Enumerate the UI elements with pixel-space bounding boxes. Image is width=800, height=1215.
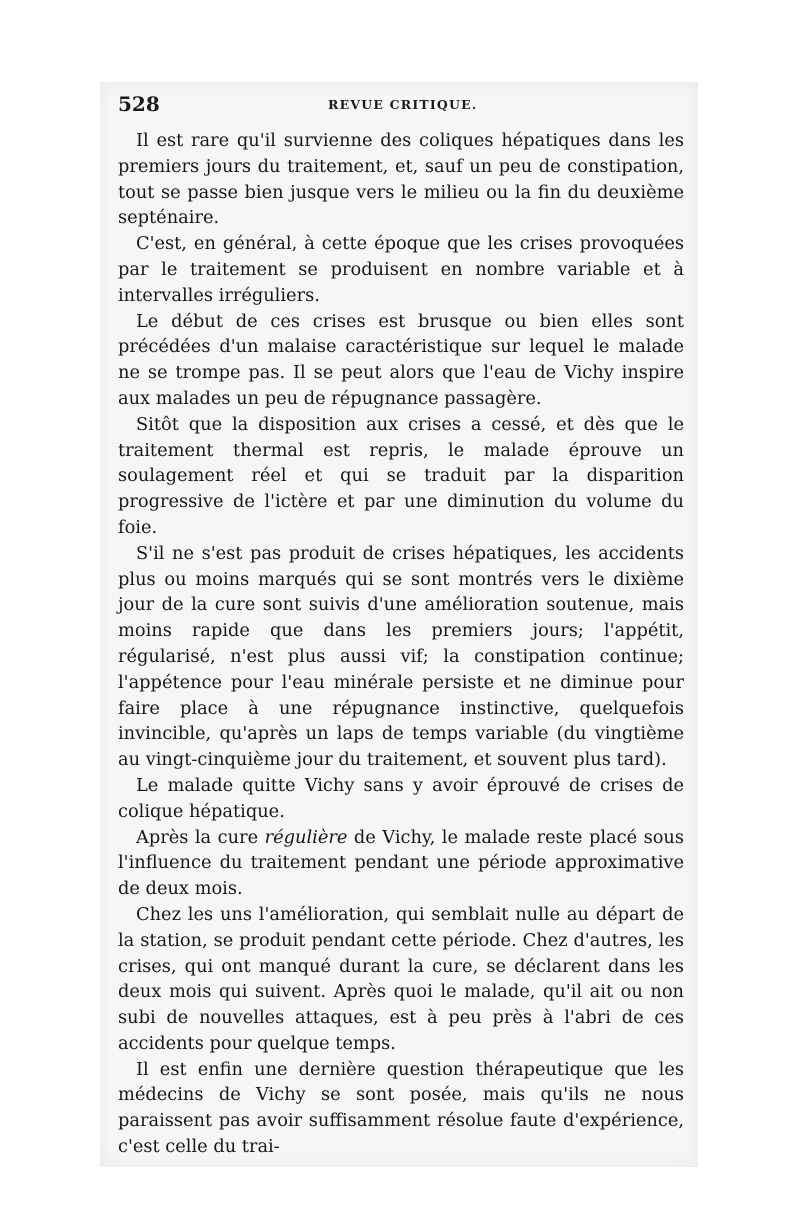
page-header (118, 92, 678, 118)
paragraph: C'est, en général, à cette époque que les crises provoquées par le traitement se produisent en nombre variable et à intervalles irréguliers. (118, 233, 684, 306)
paragraph (118, 825, 684, 902)
paragraph: Sitôt que la disposition aux crises a cessé, et dès que le traitement thermal est repris, le malade éprouve un soulagement réel et qui se traduit par la disparition progressive de l'ictère et par une diminution du volume du foie. (118, 413, 684, 538)
paragraph: Il est rare qu'il survienne des coliques hépatiques dans les premiers jours du traitement, et, sauf un peu de constipation, tout se passe bien jusque vers le milieu ou la fin du deuxième septénaire. (118, 130, 684, 229)
paragraph: Le début de ces crises est brusque ou bien elles sont précédées d'un malaise caractéristique sur lequel le malade ne se trompe pas. Il se peut alors que l'eau de Vichy inspire aux malades un peu de répugnance passagère. (118, 310, 684, 409)
body-text (118, 128, 684, 1160)
page-number: 528 (118, 92, 160, 116)
paragraph: Il est enfin une dernière question thérapeutique que les médecins de Vichy se sont posée, mais qu'ils ne nous paraissent pas avoir suffisamment résolue faute d'expérience, c'est celle du trai- (118, 1058, 684, 1158)
paragraph: Le malade quitte Vichy sans y avoir éprouvé de crises de colique hépatique. (118, 774, 684, 822)
paragraph-text: de Vichy, le malade reste placé sous l'influence du traitement pendant une période approximative de deux mois. (118, 826, 685, 900)
running-head: REVUE CRITIQUE. (328, 97, 478, 112)
paragraph-text: Après la cure (136, 826, 265, 848)
emphasized-word: régulière (264, 826, 348, 848)
paragraph: S'il ne s'est pas produit de crises hépatiques, les accidents plus ou moins marqués qui se sont montrés vers le dixième jour de la cure sont suivis d'une amélioration soutenue, mais moins rapide que dans les premiers jours; l'appétit, régularisé, n'est plus aussi vif; la constipation continue; l'appétence pour l'eau minérale persiste et ne diminue pour faire place à une répugnance instinctive, quelquefois invincible, qu'après un laps de temps variable (du vingtième au vingt-cinquième jour du traitement, et souvent plus tard). (118, 542, 684, 771)
paragraph: Chez les uns l'amélioration, qui semblait nulle au départ de la station, se produit pendant cette période. Chez d'autres, les crises, qui ont manqué durant la cure, se déclarent dans les deux mois qui suivent. Après quoi le malade, qu'il ait ou non subi de nouvelles attaques, est à peu près à l'abri de ces accidents pour quelque temps. (118, 903, 684, 1054)
